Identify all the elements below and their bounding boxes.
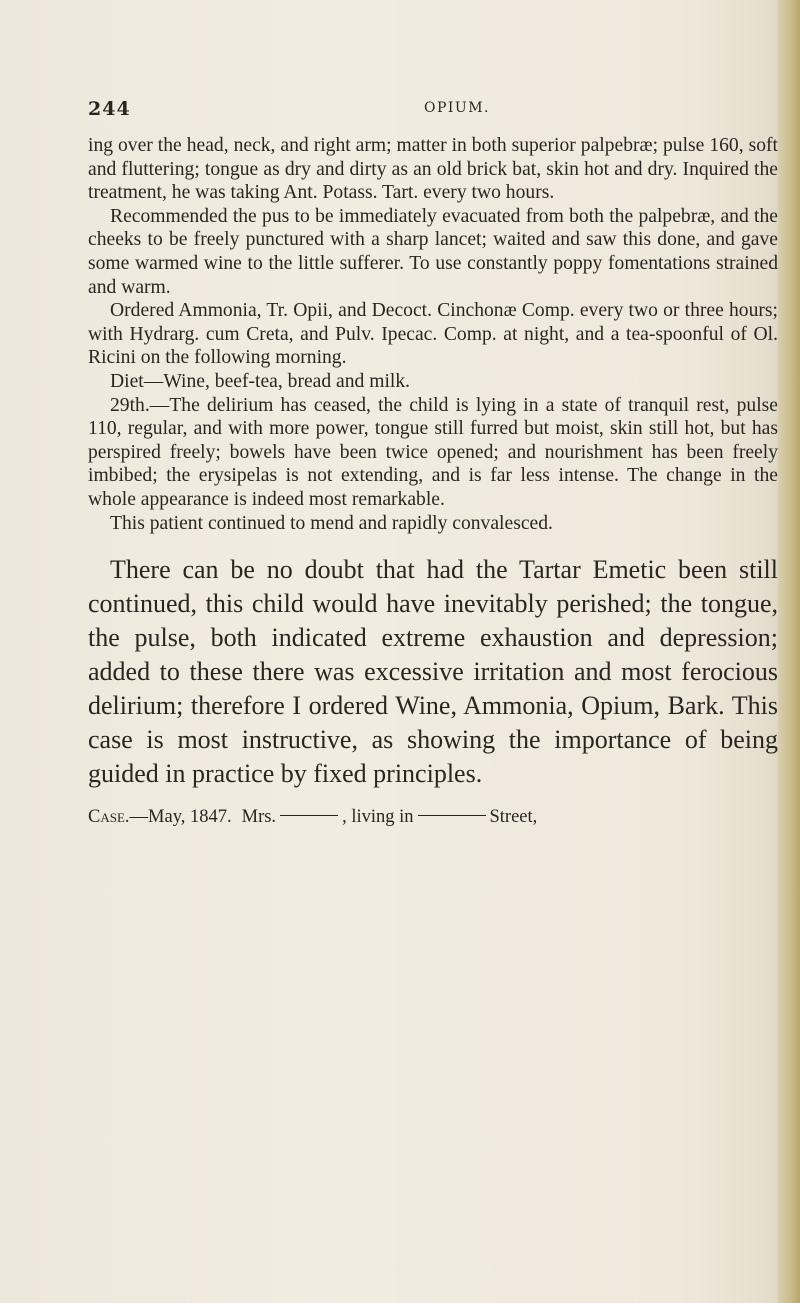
paragraph-1: ing over the head, neck, and right arm; matter in both superior palpebræ; pulse 160, soft and fluttering; tongue as dry and dirty as an old brick bat, skin hot and dry. Inquired the treatment, he was taking Ant. Potass. Tart. every two hours. (88, 135, 778, 204)
case-heading (88, 805, 778, 829)
case-label: Case. (88, 807, 130, 828)
case-street-text: Street, (489, 807, 538, 828)
paragraph-diet: Diet—Wine, beef-tea, bread and milk. (110, 370, 411, 392)
page-content (88, 98, 778, 829)
page-header (88, 98, 778, 134)
running-title: OPIUM. (424, 100, 491, 116)
case-name-prefix: Mrs. (241, 807, 277, 828)
paragraph-2: Recommended the pus to be immediately evacuated from both the palpebræ, and the cheeks to be freely punctured with a sharp lancet; waited and saw this done, and gave some warmed wine to the little sufferer. To use constantly poppy fomentations strained and warm. (88, 205, 778, 298)
street-blank (418, 815, 486, 816)
page-number: 244 (88, 98, 131, 120)
paragraph-convalesced: This patient continued to mend and rapidly convalesced. (110, 512, 553, 534)
case-date: —May, 1847. (129, 807, 232, 828)
paragraph-29th: 29th.—The delirium has ceased, the child is lying in a state of tranquil rest, pulse 110, regular, and with more power, tongue still furred but moist, skin still hot, but has perspired freely; bowels have been twice opened; and nourishment has been freely imbibed; the erysipelas is not extending, and is far less intense. The change in the whole appearance is indeed most remarkable. (88, 394, 778, 510)
case-living-text: , living in (342, 807, 414, 828)
page-edge (778, 0, 800, 1303)
paragraph-3: Ordered Ammonia, Tr. Opii, and Decoct. Cinchonæ Comp. every two or three hours; with Hydrarg. cum Creta, and Pulv. Ipecac. Comp. at night, and a tea-spoonful of Ol. Ricini on the following morning. (88, 300, 778, 369)
name-blank (280, 815, 338, 816)
commentary-paragraph: There can be no doubt that had the Tartar Emetic been still continued, this child would have inevitably perished; the tongue, the pulse, both indicated extreme exhaustion and depression; added to these there was excessive irritation and most ferocious delirium; therefore I ordered Wine, Ammonia, Opium, Bark. This case is most instructive, as showing the importance of being guided in practice by fixed principles. (88, 555, 778, 789)
